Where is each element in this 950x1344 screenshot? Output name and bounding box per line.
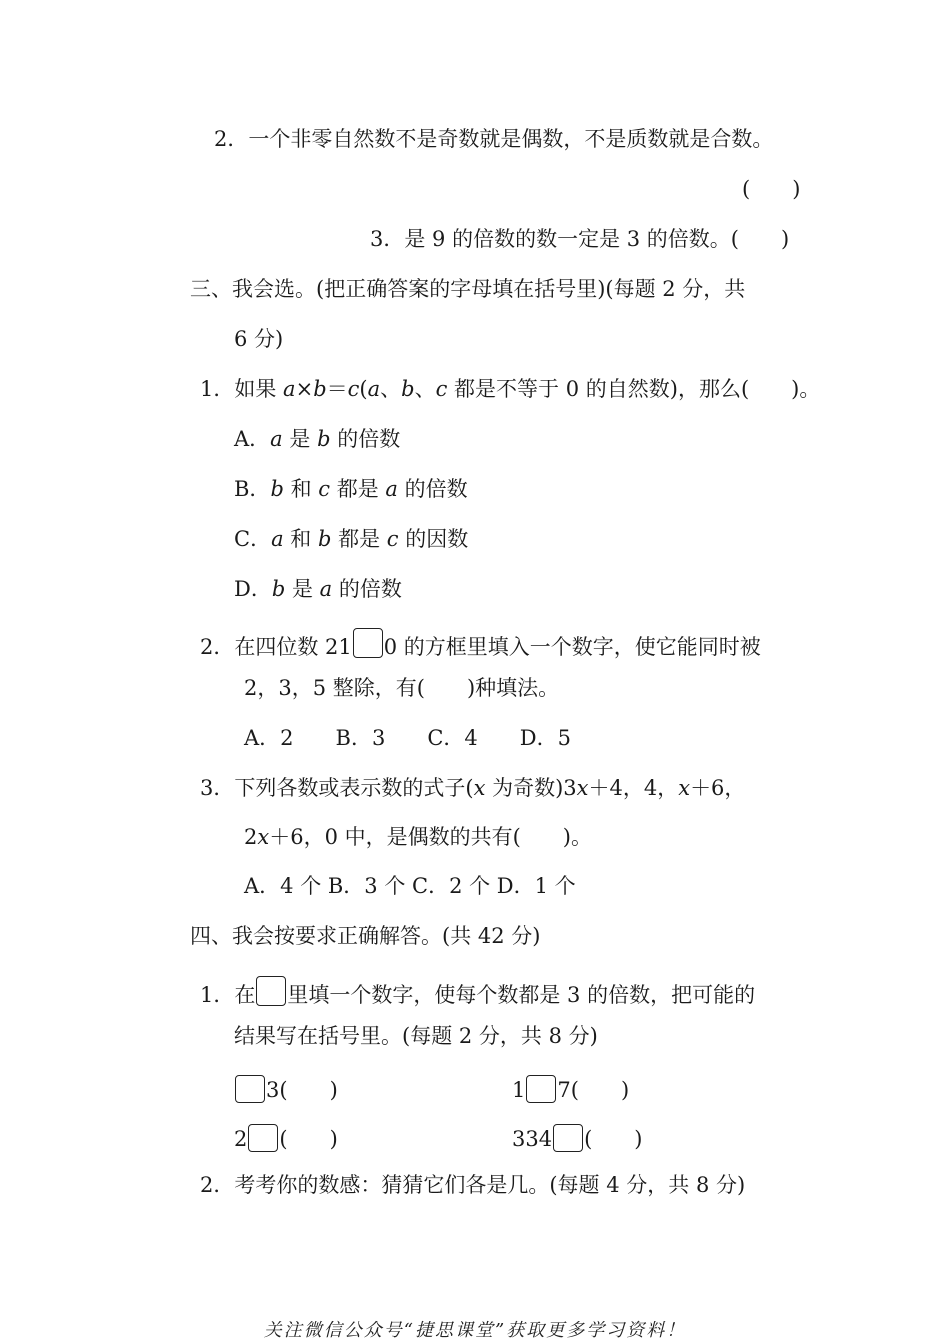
true-false-q2: 2．一个非零自然数不是奇数就是偶数，不是质数就是合数。 <box>214 127 774 151</box>
choice-q3-stem-cont: 2x＋6，0 中，是偶数的共有( )。 <box>244 825 593 849</box>
digit-box[interactable] <box>235 1075 265 1103</box>
choice-q1-stem: 1．如果 a×b＝c(a、b、c 都是不等于 0 的自然数)，那么( )。 <box>200 377 821 401</box>
answer-blank[interactable]: ( ) <box>279 1127 338 1151</box>
solve-q1-item-1[interactable]: 3( ) <box>234 1075 338 1105</box>
digit-box[interactable] <box>248 1124 278 1152</box>
solve-q1-item-4[interactable]: 334 ( ) <box>512 1124 642 1154</box>
choice-q1-option-a[interactable]: A．a 是 b 的倍数 <box>234 427 401 451</box>
answer-blank[interactable]: ( ) <box>570 1078 630 1102</box>
solve-q1-stem-cont: 结果写在括号里。(每题 2 分，共 8 分) <box>234 1024 598 1048</box>
solve-q1-stem: 1．在 里填一个数字，使每个数都是 3 的倍数，把可能的 <box>200 976 755 1010</box>
choice-q1-option-d[interactable]: D．b 是 a 的倍数 <box>234 577 402 601</box>
footer-note: 关注微信公众号“捷思课堂”获取更多学习资料！ <box>263 1320 687 1341</box>
true-false-q3: 3．是 9 的倍数的数一定是 3 的倍数。( ) <box>370 227 790 251</box>
solve-q1-item-2[interactable]: 1 7( ) <box>512 1075 629 1105</box>
choice-q2-stem-cont: 2，3，5 整除，有( )种填法。 <box>244 676 560 700</box>
solve-q2-stem: 2．考考你的数感：猜猜它们各是几。(每题 4 分，共 8 分) <box>200 1173 746 1197</box>
digit-box-example <box>256 976 286 1006</box>
answer-blank-tf-q2[interactable]: ( ) <box>742 177 801 201</box>
digit-box[interactable] <box>553 1124 583 1152</box>
digit-box[interactable] <box>526 1075 556 1103</box>
choice-q1-option-b[interactable]: B．b 和 c 都是 a 的倍数 <box>234 477 468 501</box>
section4-heading: 四、我会按要求正确解答。(共 42 分) <box>190 924 541 948</box>
section3-heading-cont: 6 分) <box>234 327 284 351</box>
section3-heading: 三、我会选。(把正确答案的字母填在括号里)(每题 2 分，共 <box>190 277 746 301</box>
choice-q3-options[interactable]: A．4 个 B．3 个 C．2 个 D．1 个 <box>244 874 576 898</box>
choice-q2-options[interactable]: A．2 B．3 C．4 D．5 <box>244 726 571 750</box>
digit-box[interactable] <box>353 628 383 658</box>
choice-q3-stem: 3．下列各数或表示数的式子(x 为奇数)3x＋4，4，x＋6， <box>200 776 746 800</box>
answer-blank[interactable]: ( ) <box>584 1127 643 1151</box>
choice-q2-stem: 2．在四位数 21 0 的方框里填入一个数字，使它能同时被 <box>200 628 761 662</box>
answer-blank[interactable]: ( ) <box>279 1078 338 1102</box>
choice-q1-option-c[interactable]: C．a 和 b 都是 c 的因数 <box>234 527 469 551</box>
solve-q1-item-3[interactable]: 2 ( ) <box>234 1124 338 1154</box>
